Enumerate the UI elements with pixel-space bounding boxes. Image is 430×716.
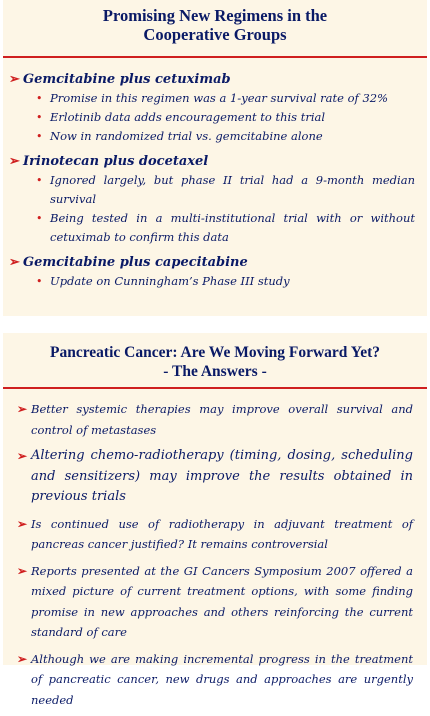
arrowhead-icon: ➢ — [17, 516, 28, 531]
answer-item — [3, 399, 427, 440]
regimen-section — [3, 152, 427, 247]
regimen-list — [3, 70, 427, 297]
answer-text: Reports presented at the GI Cancers Symposium 2007 offered a mixed picture of current treatment options, with some finding promise in new approaches and others reinforcing the current standard of care — [31, 563, 413, 639]
regimen-heading-label: Gemcitabine plus capecitabine — [23, 255, 248, 270]
slide-title — [3, 333, 427, 381]
slide-title-line: Promising New Regimens in the — [102, 6, 328, 25]
answer-item — [3, 446, 427, 508]
bullet-text: Update on Cunningham’s Phase III study — [50, 274, 290, 288]
arrowhead-icon: ➢ — [9, 154, 20, 169]
regimen-heading — [3, 70, 427, 89]
bullet-item — [3, 108, 427, 127]
bullet-item — [3, 272, 427, 291]
bullet-text: Erlotinib data adds encouragement to this trial — [50, 110, 326, 124]
slide-promising-regimens — [3, 0, 427, 316]
slide-moving-forward — [3, 333, 427, 707]
regimen-bullets — [3, 171, 427, 247]
arrowhead-icon: ➢ — [9, 72, 20, 87]
bullet-dot-icon: • — [36, 275, 43, 288]
regimen-bullets — [3, 89, 427, 146]
regimen-bullets — [3, 272, 427, 291]
slide-title-line: - The Answers - — [163, 363, 267, 380]
arrowhead-icon: ➢ — [17, 449, 28, 463]
arrowhead-icon: ➢ — [17, 651, 28, 666]
regimen-heading — [3, 152, 427, 171]
regimen-heading — [3, 253, 427, 272]
answers-list — [3, 399, 427, 716]
answer-item — [3, 649, 427, 711]
bullet-item — [3, 127, 427, 146]
slide-title-line: Pancreatic Cancer: Are We Moving Forward Yet? — [49, 344, 380, 361]
bullet-item — [3, 171, 427, 209]
bullet-text: Now in randomized trial vs. gemcitabine alone — [50, 129, 323, 143]
bullet-text: Promise in this regimen was a 1-year survival rate of 32% — [50, 91, 389, 105]
bullet-text: Being tested in a multi-institutional trial with or without cetuximab to confirm this data — [50, 211, 415, 244]
answer-text: Altering chemo-radiotherapy (timing, dosing, scheduling and sensitizers) may improve the results obtained in previous trials — [31, 448, 413, 504]
regimen-section — [3, 253, 427, 291]
title-divider — [3, 387, 427, 389]
title-divider — [3, 56, 427, 58]
bullet-dot-icon: • — [36, 111, 43, 124]
bullet-dot-icon: • — [36, 212, 43, 225]
regimen-section — [3, 70, 427, 146]
bullet-dot-icon: • — [36, 174, 43, 187]
arrowhead-icon: ➢ — [17, 402, 28, 416]
answer-text: Better systemic therapies may improve overall survival and control of metastases — [31, 402, 413, 437]
regimen-heading-label: Irinotecan plus docetaxel — [23, 154, 209, 169]
arrowhead-icon: ➢ — [17, 563, 28, 578]
arrowhead-icon: ➢ — [9, 255, 20, 270]
regimen-heading-label: Gemcitabine plus cetuximab — [23, 72, 231, 87]
answer-item — [3, 561, 427, 643]
slide-title-line: Cooperative Groups — [143, 25, 287, 44]
answer-text: Is continued use of radiotherapy in adjuvant treatment of pancreas cancer justified? It remains controversial — [31, 516, 413, 551]
bullet-item — [3, 89, 427, 108]
slide-title — [3, 0, 427, 44]
bullet-text: Ignored largely, but phase II trial had a 9-month median survival — [50, 173, 415, 206]
bullet-dot-icon: • — [36, 92, 43, 105]
answer-text: Although we are making incremental progress in the treatment of pancreatic cancer, new drugs and approaches are urgently needed — [31, 651, 413, 707]
bullet-item — [3, 209, 427, 247]
bullet-dot-icon: • — [36, 130, 43, 143]
answer-item — [3, 514, 427, 555]
